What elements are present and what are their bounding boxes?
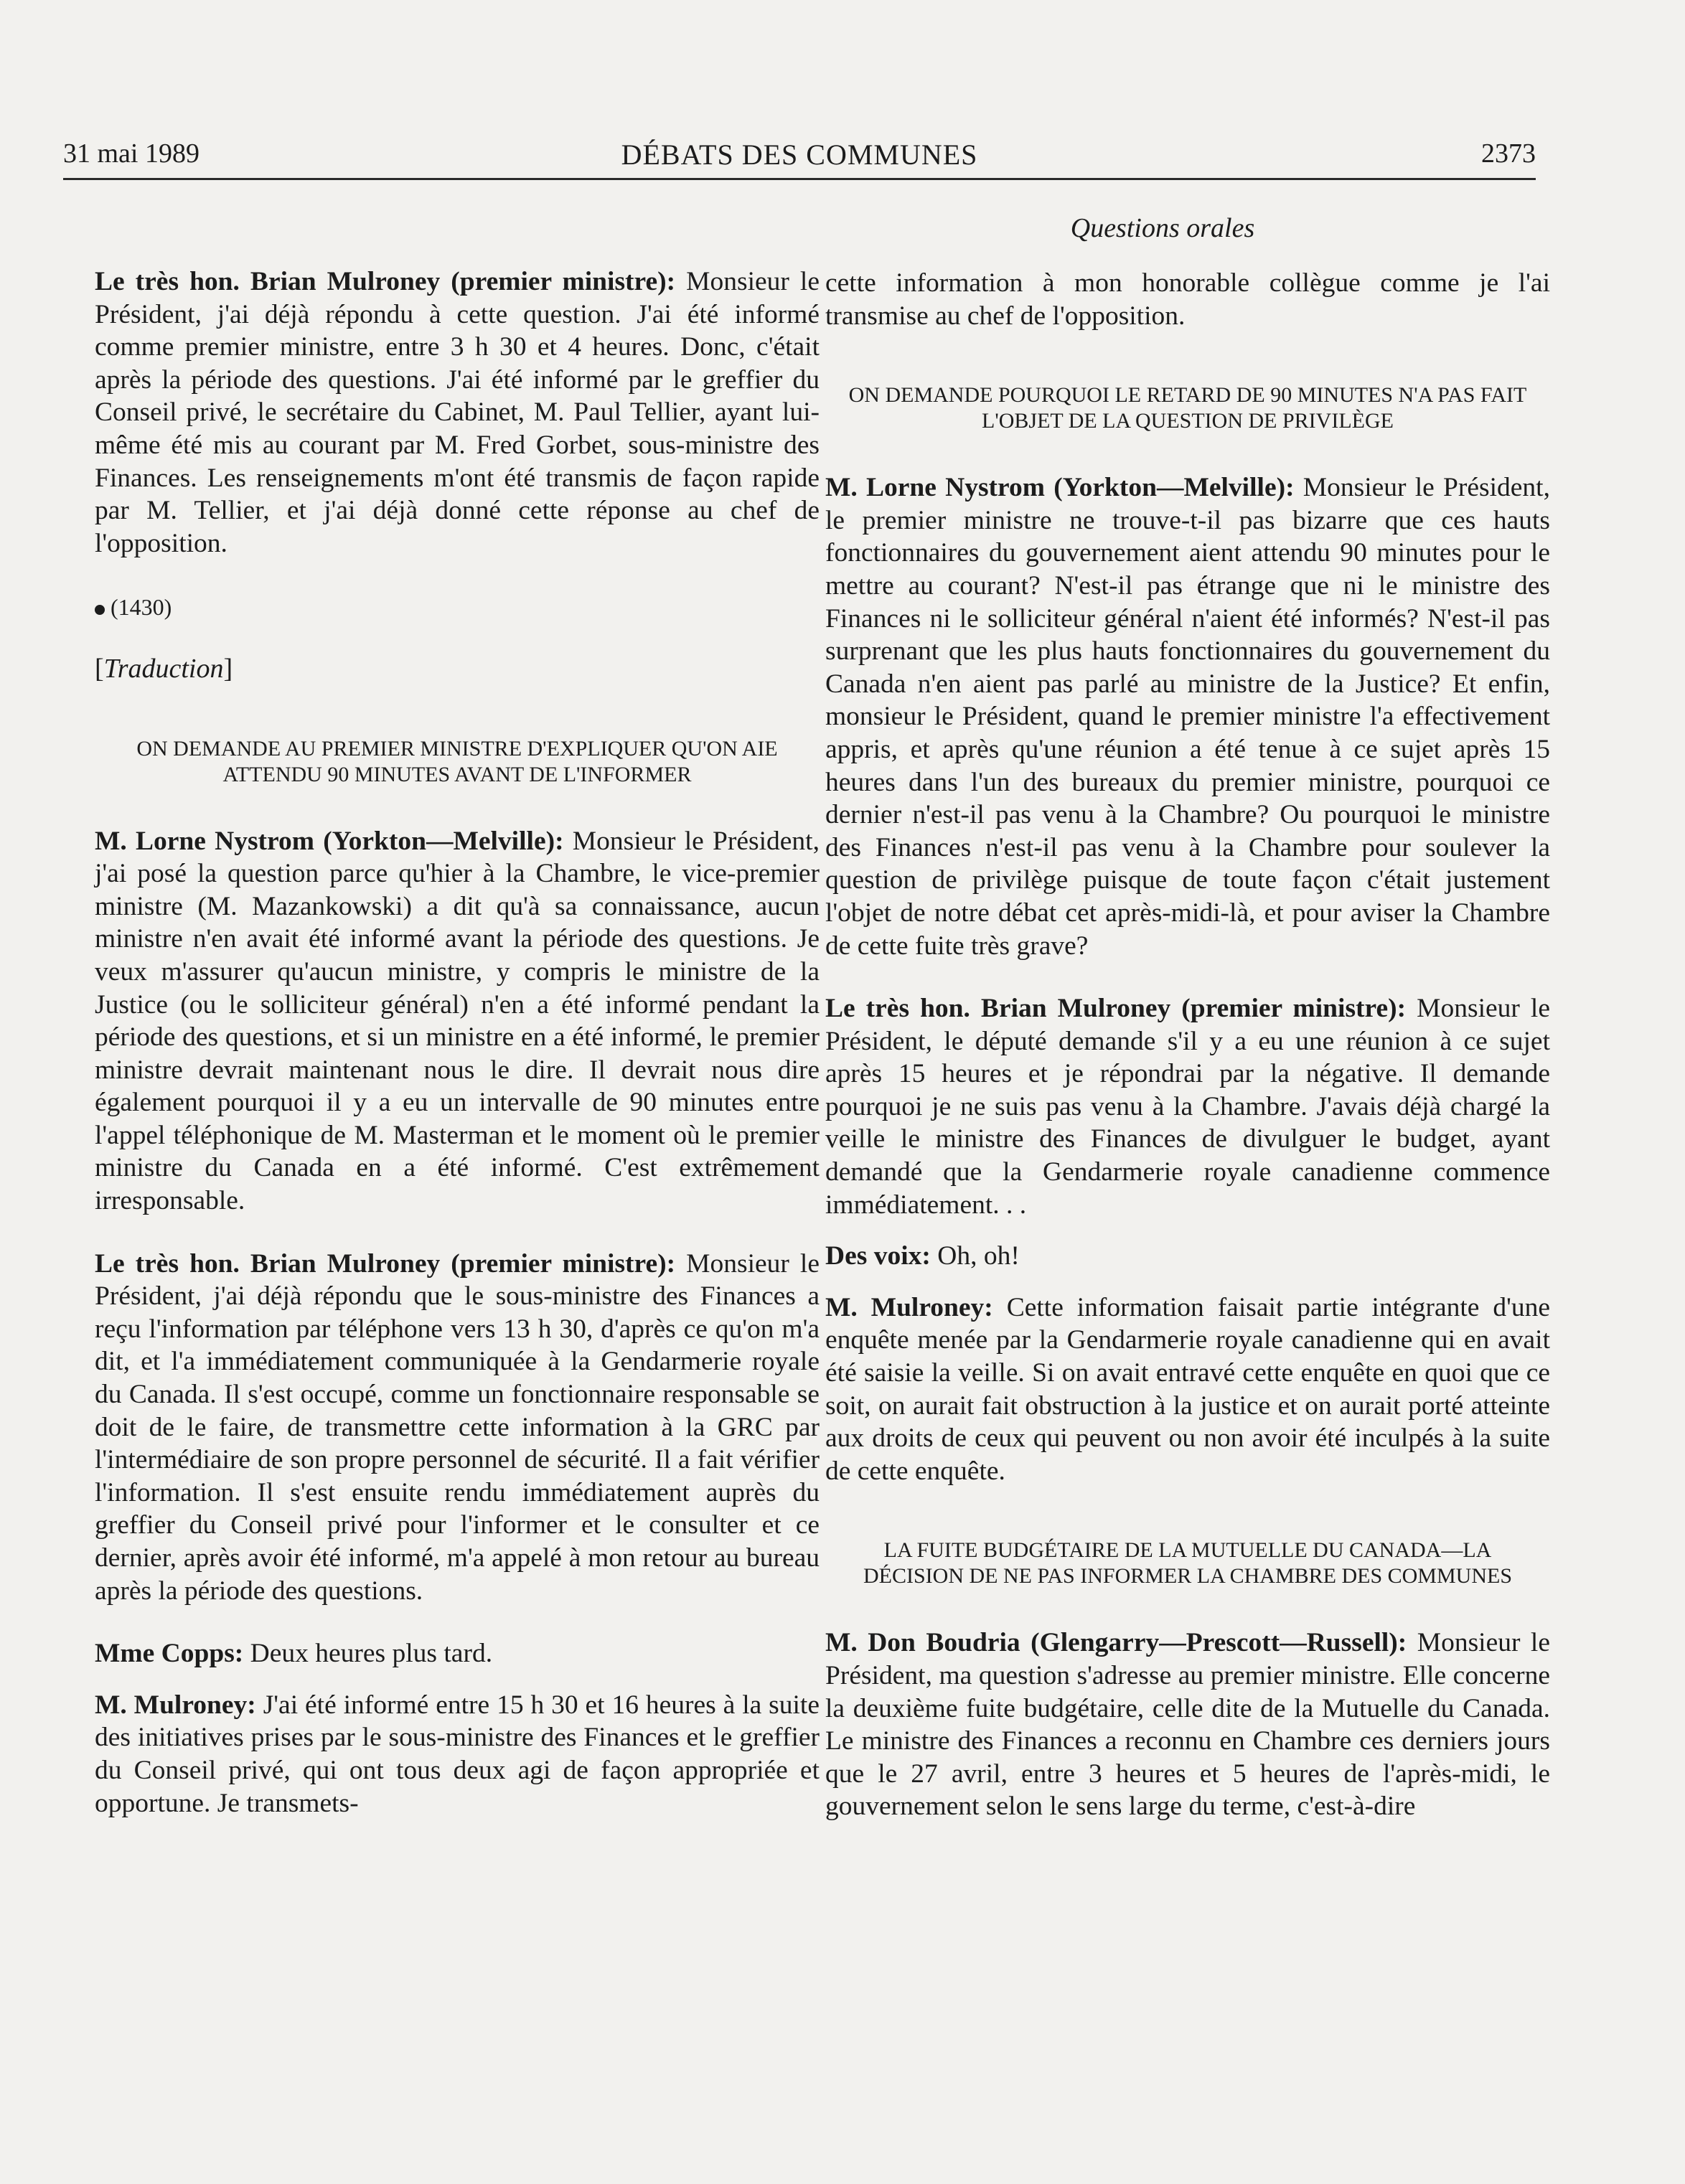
paragraph — [825, 1627, 1550, 1823]
paragraph — [825, 1291, 1550, 1488]
translation-note — [95, 653, 820, 686]
speaker-name: Des voix: — [825, 1241, 931, 1271]
speaker-name: M. Lorne Nystrom (Yorkton—Melville): — [825, 473, 1295, 503]
subject-heading: ON DEMANDE POURQUOI LE RETARD DE 90 MINUTES N'A PAS FAIT L'OBJET DE LA QUESTION DE PRIVILÈGE — [848, 383, 1527, 433]
speaker-name: M. Mulroney: — [825, 1292, 993, 1322]
subject-heading: ON DEMANDE AU PREMIER MINISTRE D'EXPLIQUER QU'ON AIE ATTENDU 90 MINUTES AVANT DE L'INFORMER — [136, 736, 778, 786]
translation-label: Traduction — [103, 653, 224, 684]
section-title: Questions orales — [1070, 213, 1255, 243]
speech-text: Monsieur le Président, le député demande s'il y a eu une réunion à ce sujet après 15 heures et je répondrai par la négative. Il demande pourquoi je ne suis pas venu à la Chambre. J'avais déjà chargé la veille le ministre des Finances de divulguer le budget, ayant demandé que la Gendarmerie royale canadienne commence immédiatement. . . — [825, 994, 1550, 1220]
time-marker — [95, 591, 820, 624]
paragraph — [95, 825, 820, 1218]
paragraph — [825, 267, 1550, 332]
open-bracket: [ — [95, 653, 104, 684]
speaker-name: Le très hon. Brian Mulroney (premier ministre): — [825, 994, 1407, 1024]
paragraph — [95, 265, 820, 560]
left-column — [95, 265, 820, 1838]
paragraph — [825, 1240, 1550, 1273]
paragraph — [825, 471, 1550, 962]
speech-text: Monsieur le Président, j'ai déjà répondu à cette question. J'ai été informé comme premier ministre, entre 3 h 30 et 4 heures. Donc, c'était après la période des questions. J'ai été informé par le greffier du Conseil privé, le secrétaire du Cabinet, M. Paul Tellier, ayant lui-même été mis au courant par M. Fred Gorbet, sous-ministre des Finances. Les renseignements m'ont été transmis de façon rapide par M. Tellier, et j'ai déjà donné cette réponse au chef de l'opposition. — [95, 267, 820, 558]
page-header — [63, 138, 1536, 180]
speech-text: cette information à mon honorable collègue comme je l'ai transmise au chef de l'opposition. — [825, 268, 1550, 331]
speech-text: J'ai été informé entre 15 h 30 et 16 heures à la suite des initiatives prises par le sous-ministre des Finances et le greffier du Conseil privé, qui ont tous deux agi de façon appropriée et opportune. Je transmets- — [95, 1690, 820, 1818]
speech-text: Oh, oh! — [930, 1241, 1020, 1271]
header-page-number: 2373 — [1481, 138, 1536, 169]
bullet-icon — [95, 605, 105, 615]
speech-text: Monsieur le Président, j'ai déjà répondu que le sous-ministre des Finances a reçu l'information par téléphone vers 13 h 30, d'après ce qu'on m'a dit, et l'a immédiatement communiquée à la Gendarmerie royale du Canada. Il s'est occupé, comme un fonctionnaire responsable se doit de le faire, de transmettre cette information à la GRC par l'intermédiaire de son propre personnel de sécurité. Il a fait vérifier l'information. Il s'est ensuite rendu immédiatement auprès du greffier du Conseil privé pour l'informer et le consulter et ce dernier, après avoir été informé, m'a appelé à mon retour au bureau après la période des questions. — [95, 1248, 820, 1606]
paragraph — [95, 1689, 820, 1820]
speech-text: Monsieur le Président, j'ai posé la question parce qu'hier à la Chambre, le vice-premier ministre (M. Mazankowski) a dit qu'à sa connaissance, aucun ministre n'en avait été informé avant la période des questions. Je veux m'assurer qu'aucun ministre, y compris le ministre de la Justice (ou le solliciteur général) n'en a été informé pendant la période des questions, et si un ministre en a été informé, le premier ministre devrait maintenant nous le dire. Il devrait nous dire également pourquoi il y a eu un intervalle de 90 minutes entre l'appel téléphonique de M. Masterman et le moment où le premier ministre du Canada en a été informé. C'est extrêmement irresponsable. — [95, 826, 820, 1216]
speech-text: Monsieur le Président, ma question s'adresse au premier ministre. Elle concerne la deuxième fuite budgétaire, celle dite de la Mutuelle du Canada. Le ministre des Finances a reconnu en Chambre ces derniers jours que le 27 avril, entre 3 heures et 5 heures de l'après-midi, le gouvernement selon le sens large du terme, c'est-à-dire — [825, 1628, 1550, 1822]
close-bracket: ] — [223, 653, 233, 684]
speaker-name: M. Don Boudria (Glengarry—Prescott—Russell): — [825, 1628, 1407, 1658]
paragraph — [825, 992, 1550, 1221]
speech-text: Cette information faisait partie intégrante d'une enquête menée par la Gendarmerie royale canadienne qui en avait été saisie la veille. Si on avait entravé cette enquête en quoi que ce soit, on aurait fait obstruction à la justice et on aurait porté atteinte aux droits de ceux qui peuvent ou non avoir été inculpés à la suite de cette enquête. — [825, 1292, 1550, 1486]
speaker-name: Le très hon. Brian Mulroney (premier ministre): — [95, 267, 676, 296]
subject-heading: LA FUITE BUDGÉTAIRE DE LA MUTUELLE DU CANADA—LA DÉCISION DE NE PAS INFORMER LA CHAMBRE DES COMMUNES — [863, 1538, 1512, 1588]
right-column — [825, 267, 1550, 1842]
speaker-name: M. Mulroney: — [95, 1690, 256, 1720]
header-date: 31 mai 1989 — [63, 138, 200, 169]
time-marker-text: (1430) — [111, 594, 172, 621]
speaker-name: M. Lorne Nystrom (Yorkton—Melville): — [95, 826, 564, 856]
speech-text: Deux heures plus tard. — [243, 1639, 493, 1669]
header-journal-title: DÉBATS DES COMMUNES — [621, 138, 978, 171]
speaker-name: Le très hon. Brian Mulroney (premier ministre): — [95, 1248, 676, 1279]
speech-text: Monsieur le Président, le premier ministre ne trouve-t-il pas bizarre que ces hauts fonctionnaires du gouvernement aient attendu 90 minutes pour le mettre au courant? N'est-il pas étrange que ni le ministre des Finances ni le solliciteur général n'aient été informés? N'est-il pas surprenant que les plus hauts fonctionnaires du gouvernement du Canada n'en aient pas parlé au ministre de la Justice? Et enfin, monsieur le Président, quand le premier ministre l'a effectivement appris, et après qu'une réunion a été tenue à ce sujet après 15 heures dans l'un des bureaux du premier ministre, pourquoi ce dernier n'est-il pas venu à la Chambre? Ou pourquoi le ministre des Finances n'est-il pas venu à la Chambre pour soulever la question de privilège puisque de toute façon c'était justement l'objet de notre débat cet après-midi-là, et pour aviser la Chambre de cette fuite très grave? — [825, 473, 1550, 961]
paragraph — [95, 1637, 820, 1670]
paragraph — [95, 1248, 820, 1608]
speaker-name: Mme Copps: — [95, 1639, 244, 1669]
